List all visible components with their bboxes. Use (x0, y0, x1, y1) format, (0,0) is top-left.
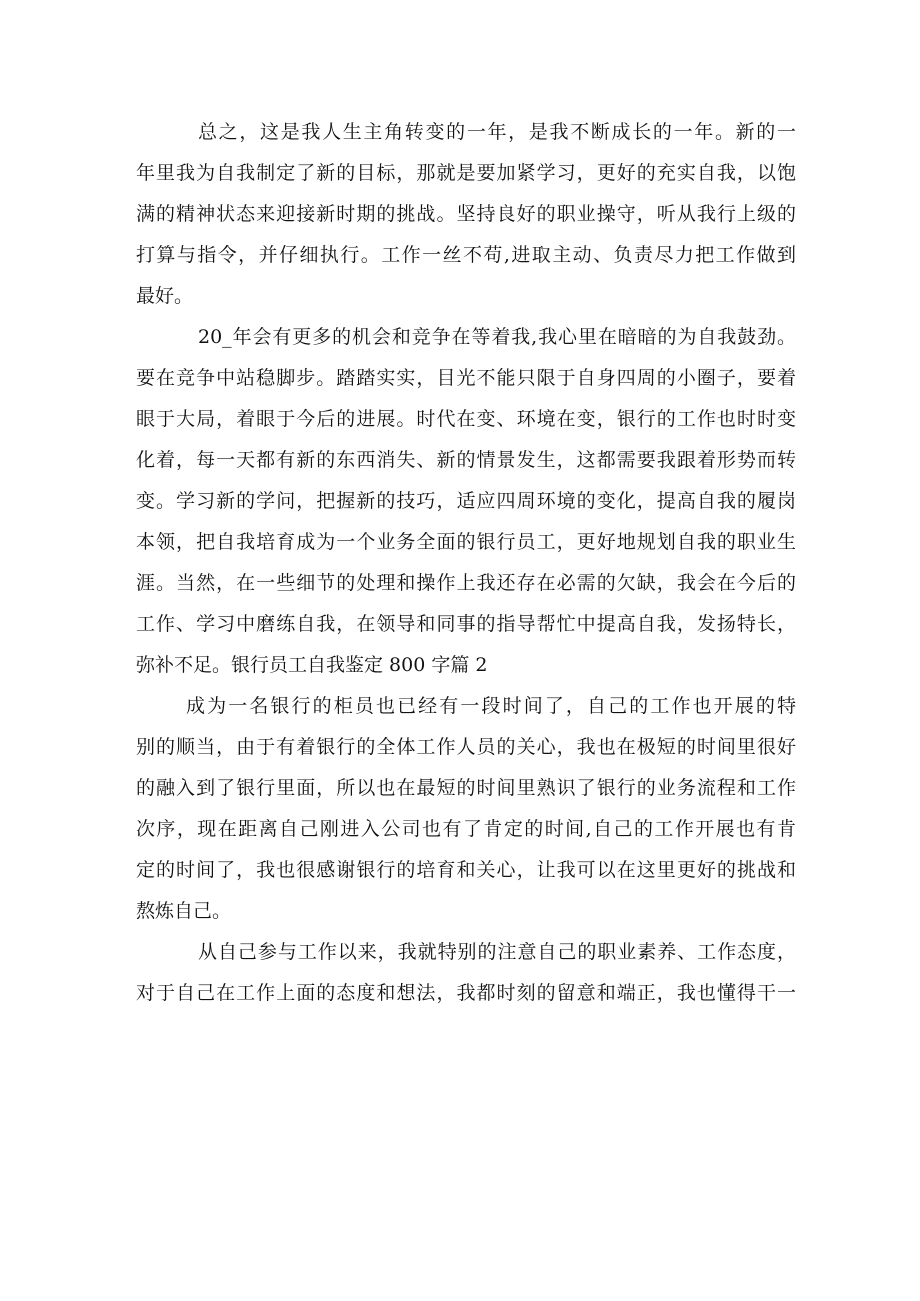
text-line: 次序，现在距离自己刚进入公司也有了肯定的时间,自己的工作开展也有肯 (136, 818, 796, 840)
text-line: 化着，每一天都有新的东西消失、新的情景发生，这都需要我跟着形势而转 (136, 449, 796, 471)
paragraph-summary (136, 112, 796, 317)
text-line: 20_年会有更多的机会和竞争在等着我,我心里在暗暗的为自我鼓劲。 (198, 326, 796, 348)
paragraph-future-goals (136, 317, 796, 686)
text-line: 总之，这是我人生主角转变的一年，是我不断成长的一年。新的一 (198, 121, 796, 143)
text-line: 满的精神状态来迎接新时期的挑战。坚持良好的职业操守，听从我行上级的 (136, 203, 796, 225)
text-line: 成为一名银行的柜员也已经有一段时间了，自己的工作也开展的特 (186, 695, 796, 717)
text-line: 变。学习新的学问，把握新的技巧，适应四周环境的变化，提高自我的履岗 (136, 490, 796, 512)
text-line: 涯。当然，在一些细节的处理和操作上我还存在必需的欠缺，我会在今后的 (136, 572, 796, 594)
text-line: 弥补不足。银行员工自我鉴定 800 字篇 2 (136, 654, 488, 676)
text-line: 本领，把自我培育成为一个业务全面的银行员工，更好地规划自我的职业生 (136, 531, 796, 553)
text-line: 对于自己在工作上面的态度和想法，我都时刻的留意和端正，我也懂得干一 (136, 982, 796, 1004)
document-page (136, 112, 796, 1014)
text-line: 眼于大局，着眼于今后的进展。时代在变、环境在变，银行的工作也时时变 (136, 408, 796, 430)
paragraph-teller-experience (136, 686, 796, 932)
text-line: 熬炼自己。 (136, 900, 232, 922)
text-line: 的融入到了银行里面，所以也在最短的时间里熟识了银行的业务流程和工作 (136, 777, 796, 799)
text-line: 工作、学习中磨练自我，在领导和同事的指导帮忙中提高自我，发扬特长， (136, 613, 796, 635)
paragraph-professionalism (136, 932, 796, 1014)
text-line: 年里我为自我制定了新的目标，那就是要加紧学习，更好的充实自我，以饱 (136, 162, 796, 184)
text-line: 定的时间了，我也很感谢银行的培育和关心，让我可以在这里更好的挑战和 (136, 859, 796, 881)
text-line: 最好。 (136, 285, 194, 307)
text-line: 打算与指令，并仔细执行。工作一丝不苟,进取主动、负责尽力把工作做到 (136, 244, 796, 266)
text-line: 别的顺当，由于有着银行的全体工作人员的关心，我也在极短的时间里很好 (136, 736, 796, 758)
text-line: 要在竞争中站稳脚步。踏踏实实，目光不能只限于自身四周的小圈子，要着 (136, 367, 796, 389)
text-line: 从自己参与工作以来，我就特别的注意自己的职业素养、工作态度， (198, 941, 796, 963)
